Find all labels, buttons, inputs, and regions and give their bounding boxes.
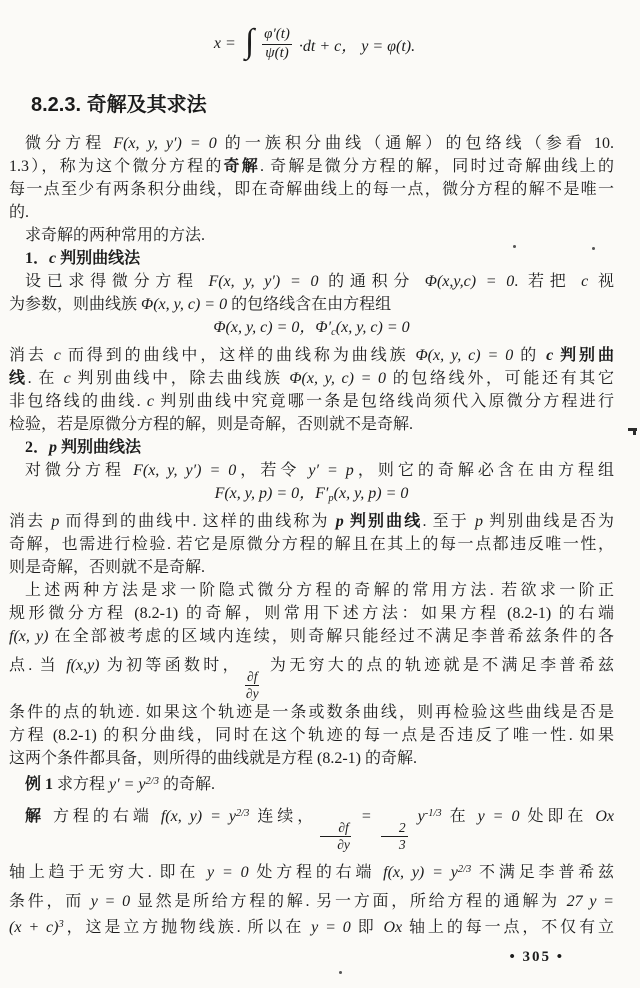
text-line: 方程 (8.2-1) 的积分曲线，同时在这个轨迹的每一点是否违反了唯一性. 如果 [9, 727, 614, 745]
solution-line: 解 方程的右端 f(x, $y) = y^{2/3}$ 连续， $\frac{\partial f}{\partial y}$ = $\frac{2}{3}$ $y^{-1/3}$ 在 y = 0 处即在 Ox [25, 808, 614, 852]
text-line: 检验，若是原微分方程的解，则是奇解，否则就不是奇解. [9, 416, 414, 433]
text-line: 条件的点的轨迹. 如果这个轨迹是一条或数条曲线，则再检验这些曲线是否是 [9, 704, 614, 722]
text-line: 的. [9, 204, 30, 221]
scan-speck [592, 247, 595, 250]
text-line: 规形微分方程 (8.2-1) 的奇解，则常用下述方法：如果方程 (8.2-1) 的右端 [9, 605, 614, 622]
text-line: 每一点至少有两条积分曲线，即在奇解曲线上的每一点，微分方程的解不是唯一 [9, 181, 614, 198]
display-formula-c-system: Φ(x, y, c) = 0，$\Phi'_c(x$, y, c) = 0 [213, 319, 410, 338]
body-text [9, 132, 614, 939]
display-formula-parametric-solution [15, 20, 614, 68]
text-line: 为参数，则曲线族 Φ(x, y, c) = 0 的包络线含在由方程组 [9, 296, 392, 313]
text-line: 设已求得微分方程 F(x, y, y′) = 0 的通积分 Φ(x,y,c) = 0. 若把 c 视 [25, 273, 614, 290]
display-formula-p-system: F(x, y, p) = 0，$F'_p(x$, y, p) = 0 [214, 485, 409, 504]
method-heading-c: 1．c 判别曲线法 [25, 250, 141, 267]
text-line: 则是奇解，否则就不是奇解. [9, 559, 206, 576]
text-line: 微分方程 F(x, y, y′) = 0 的一族积分曲线（通解）的包络线（参看 10. [25, 135, 614, 152]
formula-lhs: x = [213, 35, 236, 52]
example-1-line: 例 1 求方程 $y' = y^{2/3}$ 的奇解. [25, 776, 215, 794]
text-line: $(x + c)^3$，这是立方抛物线族. 所以在 y = 0 即 Ox 轴上的每一点，不仅有立 [9, 919, 614, 937]
text-line: 这两个条件都具备，则所得的曲线就是方程 (8.2-1) 的奇解. [9, 750, 417, 768]
text-line: 上述两种方法是求一阶隐式微分方程的奇解的常用方法. 若欲求一阶正 [25, 582, 614, 599]
text-line: 轴上趋于无穷大. 即在 y = 0 处方程的右端 f(x, $y) = y^{2/3}$ 不满足李普希兹 [9, 864, 614, 882]
text-line: 对微分方程 F(x, y, y′) = 0，若令 y′ = p，则它的奇解必含在由方程组 [25, 462, 614, 479]
text-line: 1.3），称为这个微分方程的奇解. 奇解是微分方程的解，同时过奇解曲线上的 [9, 158, 614, 175]
scan-artifact [633, 431, 636, 435]
fraction-denominator: ψ(t) [265, 44, 289, 61]
text-line: 条件，而 y = 0 显然是所给方程的解. 另一方面，所给方程的通解为 27 y = [9, 893, 614, 911]
page-number: • 305 • [509, 949, 564, 965]
text-line: f(x, y) 在全部被考虑的区域内连续，则奇解只能经过不满足李普希兹条件的各 [9, 628, 614, 645]
scan-speck [513, 245, 516, 248]
scan-speck [339, 971, 342, 974]
text-line: 点. 当 f(x,y) 为初等函数时， $\frac{\partial f}{\partial y}$ 为无穷大的点的轨迹就是不满足李普希兹 [9, 657, 614, 701]
section-heading: 8.2.3. 奇解及其求法 [31, 94, 207, 116]
text-line: 消去 p 而得到的曲线中. 这样的曲线称为 p 判别曲线. 至于 p 判别曲线是否为 [9, 513, 614, 530]
formula-rhs: ·dt + c， y = φ(t). [298, 37, 416, 55]
integral-icon: ∫ [244, 23, 255, 60]
text-line: 消去 c 而得到的曲线中，这样的曲线称为曲线族 Φ(x, y, c) = 0 的 c 判别曲 [9, 347, 614, 364]
text-line: 线. 在 c 判别曲线中，除去曲线族 Φ(x, y, c) = 0 的包络线外，可能还有其它 [9, 370, 614, 387]
text-line: 求奇解的两种常用的方法. [25, 227, 206, 244]
text-line: 非包络线的曲线. c 判别曲线中究竟哪一条是包络线尚须代入原微分方程进行 [9, 393, 614, 410]
text-line: 奇解，也需进行检验. 若它是原微分方程的解且在其上的每一点都违反唯一性， [9, 536, 614, 553]
formula-fraction [262, 26, 292, 62]
method-heading-p: 2．p 判别曲线法 [25, 439, 142, 456]
fraction-numerator: φ′(t) [262, 26, 292, 44]
